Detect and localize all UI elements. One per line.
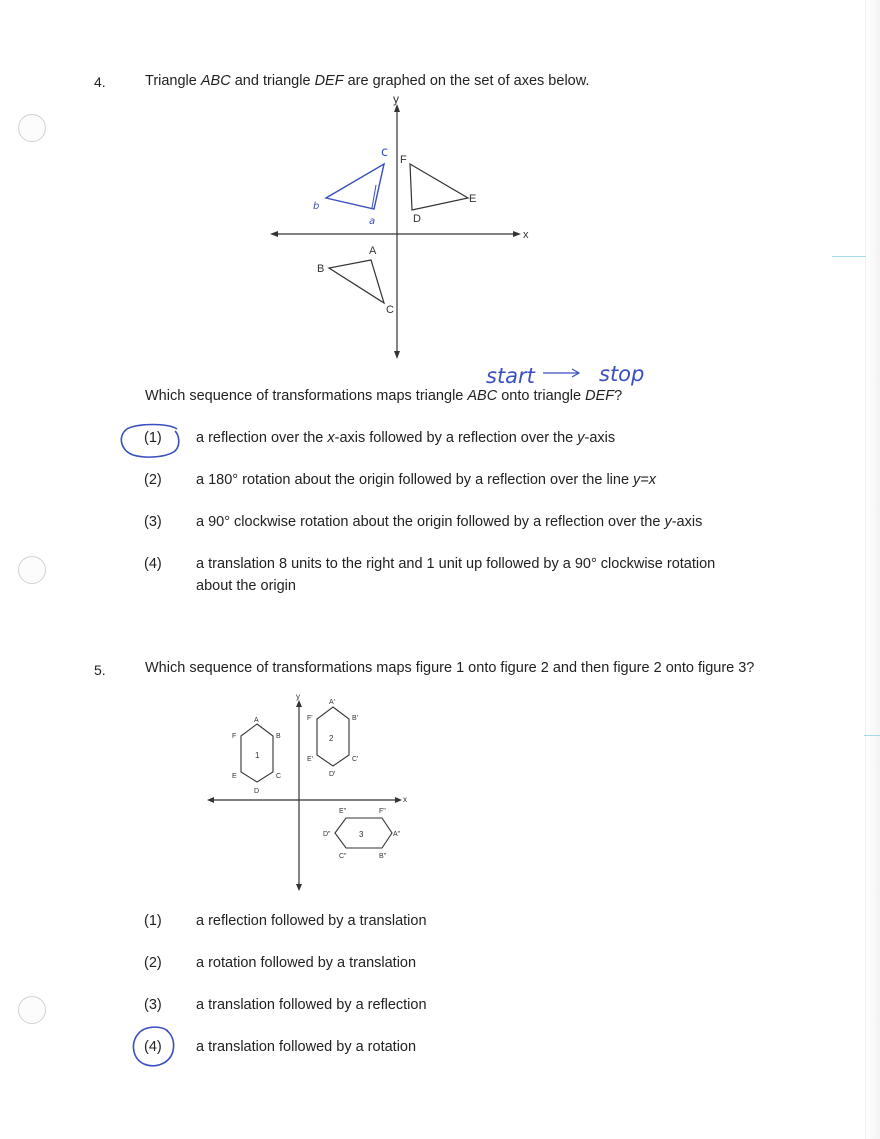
vertex-label: C" xyxy=(339,853,347,860)
vertex-label: E" xyxy=(339,808,347,815)
option-text[interactable] xyxy=(196,472,656,488)
y-axis-label: y xyxy=(296,692,300,701)
y-axis-arrow-down xyxy=(394,351,400,359)
x-axis-arrow-right xyxy=(513,231,521,237)
x-axis-arrow-left xyxy=(207,797,214,803)
option-text-part: -axis followed by a reflection over the xyxy=(334,430,578,446)
figure-1-label: 1 xyxy=(255,751,260,760)
vertex-label: D xyxy=(254,788,260,795)
question-number: 5. xyxy=(94,662,106,678)
annotation-stop: stop xyxy=(599,362,645,386)
vertex-label: F xyxy=(232,733,237,740)
vertex-label: D" xyxy=(323,831,331,838)
option-text-part: x xyxy=(327,430,335,446)
y-axis-arrow-up xyxy=(296,700,302,707)
vertex-label: B" xyxy=(379,853,387,860)
option-number[interactable]: (2) xyxy=(144,472,162,488)
option-text[interactable] xyxy=(196,514,702,530)
vertex-label-b: B xyxy=(317,263,325,275)
vertex-label: E xyxy=(232,773,237,780)
hexagon-graph xyxy=(0,680,880,900)
vertex-label-f: F xyxy=(400,154,407,166)
vertex-label-e: E xyxy=(469,193,477,205)
option-text-part: y xyxy=(577,430,585,446)
prompt-text: and triangle xyxy=(230,73,315,89)
option-text-continued[interactable]: about the origin xyxy=(196,578,296,594)
option-number[interactable]: (3) xyxy=(144,997,162,1013)
vertex-label: B xyxy=(276,733,281,740)
option-text-part: y=x xyxy=(633,472,657,488)
sub-question-text: ? xyxy=(614,388,623,404)
option-text[interactable]: a translation followed by a rotation xyxy=(196,1039,417,1055)
sub-question-text: Which sequence of transformations maps triangle xyxy=(145,388,468,404)
question-number: 4. xyxy=(94,74,106,90)
triangle-graph xyxy=(0,0,880,400)
figure-2-label: 2 xyxy=(329,734,334,743)
vertex-label-c: C xyxy=(386,304,394,316)
prompt-text: Triangle xyxy=(145,73,201,89)
hand-label-a: a xyxy=(369,216,376,227)
option-number[interactable]: (4) xyxy=(144,556,162,572)
x-axis-arrow-left xyxy=(270,231,278,237)
option-text-part: a 90° clockwise rotation about the origin followed by a reflection over the xyxy=(196,514,665,530)
binder-hole xyxy=(18,996,46,1024)
option-text-part: a 180° rotation about the origin followed by a reflection over the line xyxy=(196,472,634,488)
vertex-label-a: A xyxy=(369,245,377,257)
vertex-label: C xyxy=(276,773,282,780)
vertex-label: D' xyxy=(329,771,336,778)
vertex-label: B' xyxy=(352,715,359,722)
x-axis-label: x xyxy=(403,795,407,804)
option-text-part: y xyxy=(664,514,672,530)
hand-label-c: c xyxy=(381,145,389,160)
figure-3-label: 3 xyxy=(359,830,364,839)
binder-hole xyxy=(18,556,46,584)
vertex-label: A' xyxy=(329,699,336,706)
vertex-label: A" xyxy=(393,831,401,838)
x-axis-label: x xyxy=(523,229,529,241)
option-text-part: -axis xyxy=(584,430,616,446)
vertex-label: F' xyxy=(307,715,313,722)
annotation-start: start xyxy=(486,364,535,388)
vertex-label: F" xyxy=(379,808,386,815)
question-prompt: Which sequence of transformations maps figure 1 onto figure 2 and then figure 2 onto figure 3? xyxy=(145,660,755,676)
option-number[interactable]: (1) xyxy=(144,430,162,446)
option-text-part: -axis xyxy=(671,514,703,530)
triangle-def xyxy=(410,164,468,210)
option-number[interactable]: (1) xyxy=(144,913,162,929)
hand-label-b: b xyxy=(313,201,320,212)
option-text[interactable]: a translation followed by a reflection xyxy=(196,997,427,1013)
sub-question-abc: ABC xyxy=(467,388,498,404)
option-text[interactable]: a rotation followed by a translation xyxy=(196,955,417,971)
vertex-label: E' xyxy=(307,756,314,763)
option-text[interactable] xyxy=(196,430,615,446)
vertex-label: C' xyxy=(352,756,359,763)
triangle-abc xyxy=(329,260,384,303)
hexagon-figure-3 xyxy=(335,818,392,848)
prompt-def: DEF xyxy=(314,73,344,89)
option-text[interactable]: a reflection followed by a translation xyxy=(196,913,427,929)
option-number[interactable]: (4) xyxy=(144,1039,162,1055)
prompt-abc: ABC xyxy=(200,73,231,89)
option-text-part: a reflection over the xyxy=(196,430,328,446)
option-number[interactable]: (3) xyxy=(144,514,162,530)
vertex-label: A xyxy=(254,717,259,724)
prompt-text: are graphed on the set of axes below. xyxy=(343,73,590,89)
vertex-label-d: D xyxy=(413,213,421,225)
option-number[interactable]: (2) xyxy=(144,955,162,971)
sub-question-text: onto triangle xyxy=(497,388,586,404)
sub-question xyxy=(145,388,622,404)
x-axis-arrow-right xyxy=(395,797,402,803)
y-axis-label: y xyxy=(393,92,399,106)
sub-question-def: DEF xyxy=(585,388,615,404)
option-text[interactable]: a translation 8 units to the right and 1 unit up followed by a 90° clockwise rotation xyxy=(196,556,716,572)
y-axis-arrow-down xyxy=(296,884,302,891)
